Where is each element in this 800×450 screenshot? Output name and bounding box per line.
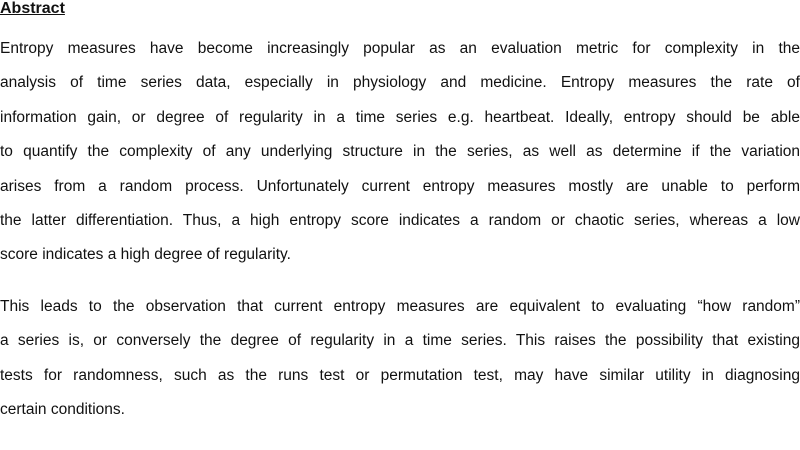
abstract-heading: Abstract (0, 0, 65, 17)
text-line: information gain, or degree of regularity in a time series e.g. heartbeat. Ideally, entropy should be able (0, 108, 800, 126)
text-line: analysis of time series data, especially in physiology and medicine. Entropy measures the rate of (0, 74, 800, 92)
abstract-paragraph-2 (0, 290, 800, 428)
text-line: Entropy measures have become increasingly popular as an evaluation metric for complexity in the (0, 40, 800, 57)
abstract-paragraph-1 (0, 32, 800, 273)
text-line: certain conditions. (0, 401, 125, 419)
text-line: to quantify the complexity of any underlying structure in the series, as well as determine if the variation (0, 143, 800, 161)
text-line: score indicates a high degree of regularity. (0, 246, 291, 264)
text-line: This leads to the observation that current entropy measures are equivalent to evaluating “how random” (0, 298, 800, 315)
text-line: arises from a random process. Unfortunately current entropy measures mostly are unable to perform (0, 177, 800, 195)
text-line: the latter differentiation. Thus, a high entropy score indicates a random or chaotic series, whereas a low (0, 211, 800, 229)
text-line: tests for randomness, such as the runs test or permutation test, may have similar utility in diagnosing (0, 366, 800, 384)
text-line: a series is, or conversely the degree of regularity in a time series. This raises the possibility that existing (0, 332, 800, 350)
